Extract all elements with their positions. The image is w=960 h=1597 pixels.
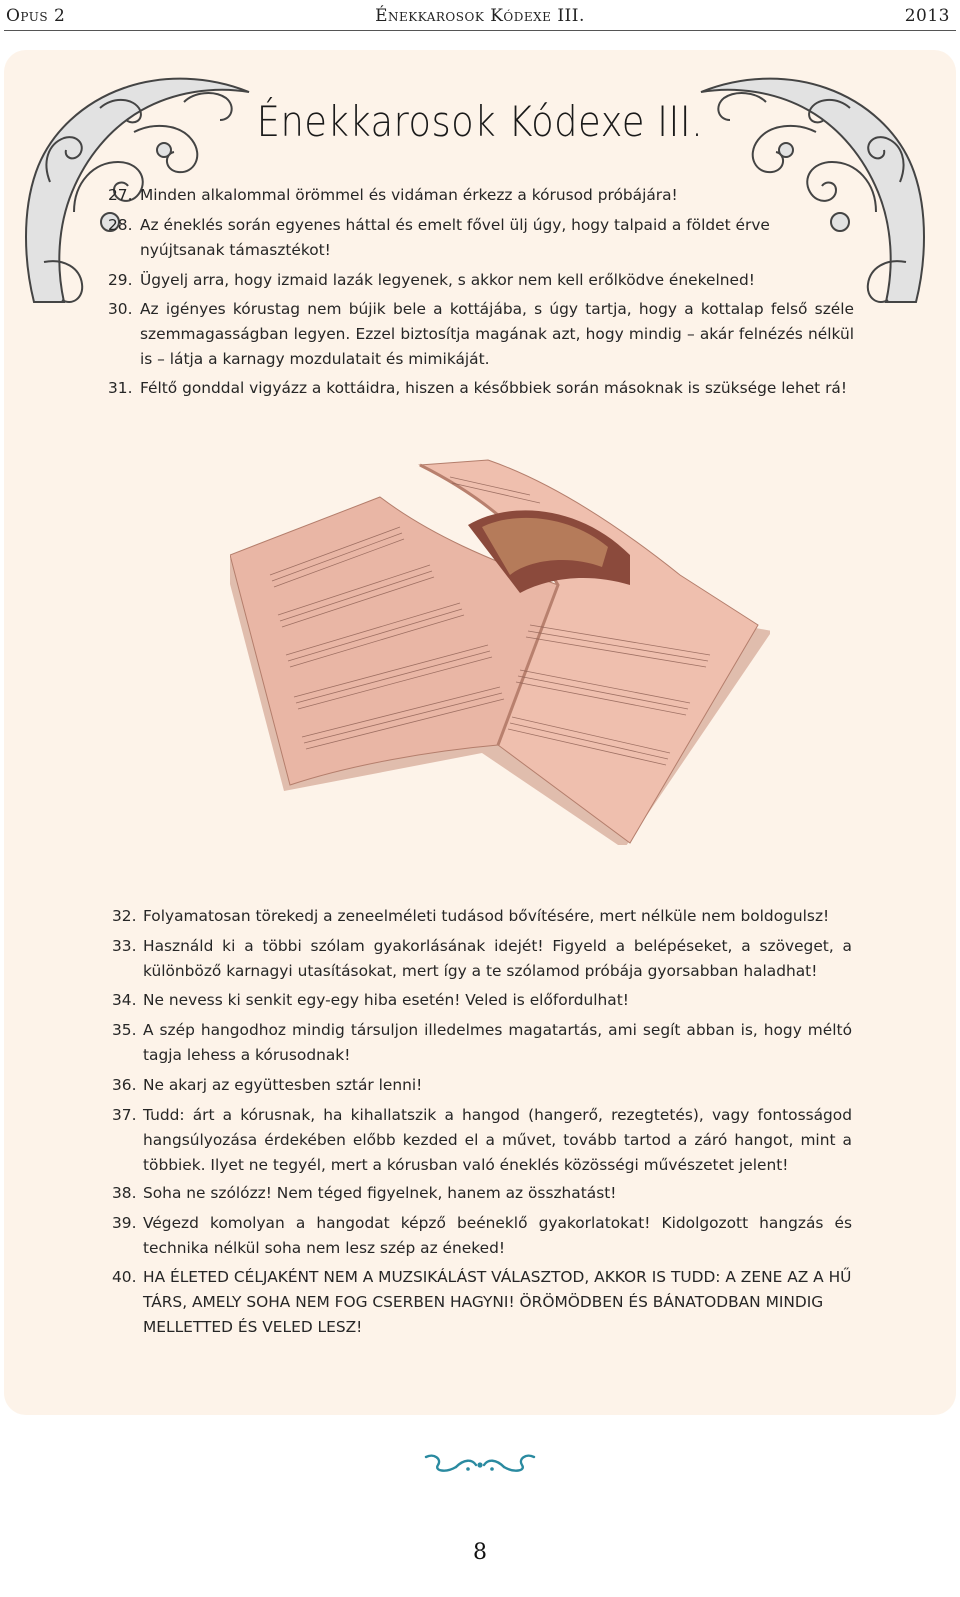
item-number: 36. bbox=[112, 1076, 137, 1094]
list-item bbox=[108, 183, 854, 208]
item-number: 38. bbox=[112, 1184, 137, 1202]
list-item bbox=[112, 904, 852, 929]
list-item bbox=[108, 376, 854, 401]
list-item bbox=[112, 1018, 852, 1068]
item-number: 30. bbox=[108, 300, 133, 318]
header-publication-title: Énekkarosok Kódexe III. bbox=[375, 6, 585, 26]
list-item bbox=[108, 268, 854, 293]
item-text: Az éneklés során egyenes háttal és emelt fővel ülj úgy, hogy talpaid a földet érve nyújtsanak támasztékot! bbox=[140, 216, 770, 259]
item-text: Minden alkalommal örömmel és vidáman érkezz a kórusod próbájára! bbox=[140, 186, 678, 204]
item-number: 31. bbox=[108, 379, 133, 397]
item-number: 39. bbox=[112, 1214, 137, 1232]
item-text: Ne akarj az együttesben sztár lenni! bbox=[143, 1076, 423, 1094]
item-text: Végezd komolyan a hangodat képző beéneklő gyakorlatokat! Kidolgozott hangzás és technika nélkül soha nem lesz szép az éneked! bbox=[143, 1214, 852, 1257]
item-text: Használd ki a többi szólam gyakorlásának idejét! Figyeld a belépéseket, a szöveget, a különböző karnagyi utasításokat, mert így a te szólamod próbája gyorsabban haladhat! bbox=[143, 937, 852, 980]
item-text: Ügyelj arra, hogy izmaid lazák legyenek, s akkor nem kell erőlködve énekelned! bbox=[140, 271, 755, 289]
open-songbook-illustration bbox=[230, 455, 770, 845]
list-item bbox=[112, 1103, 852, 1178]
list-item bbox=[112, 988, 852, 1013]
item-number: 29. bbox=[108, 271, 133, 289]
page-title: Énekkarosok Kódexe III. bbox=[256, 97, 704, 146]
item-text: Tudd: árt a kórusnak, ha kihallatszik a hangod (hangerő, rezegtetés), vagy fontosságod hangsúlyozása érdekében előbb kezded el a művet, tovább tartod a záró hangot, mint a többiek. Ilyet ne tegyél, mert a kórusban való éneklés közösségi művészetet jelent! bbox=[143, 1106, 852, 1174]
item-number: 33. bbox=[112, 937, 137, 955]
item-number: 28. bbox=[108, 216, 133, 234]
item-text: Folyamatosan törekedj a zeneelméleti tudásod bővítésére, mert nélküle nem boldogulsz! bbox=[143, 907, 830, 925]
item-number: 34. bbox=[112, 991, 137, 1009]
item-number: 35. bbox=[112, 1021, 137, 1039]
item-number: 37. bbox=[112, 1106, 137, 1124]
header-magazine-name: Opus 2 bbox=[6, 6, 66, 26]
list-item bbox=[112, 1211, 852, 1261]
header-year: 2013 bbox=[904, 6, 950, 26]
item-text: Ne nevess ki senkit egy-egy hiba esetén! Veled is előfordulhat! bbox=[143, 991, 629, 1009]
list-item bbox=[108, 297, 854, 372]
footer-flourish-icon bbox=[420, 1449, 540, 1483]
item-number: 40. bbox=[112, 1268, 137, 1286]
list-item bbox=[112, 1265, 852, 1340]
item-text: Az igényes kórustag nem bújik bele a kottájába, s úgy tartja, hogy a kottalap felső széle szemmagasságban legyen. Ezzel biztosítja magának azt, hogy mindig – akár felnézés nélkül is – látja a karnagy mozdulatait és mimikáját. bbox=[140, 300, 854, 368]
item-number: 27. bbox=[108, 186, 133, 204]
item-text: Soha ne szólózz! Nem téged figyelnek, hanem az összhatást! bbox=[143, 1184, 617, 1202]
item-text: A szép hangodhoz mindig társuljon illedelmes magatartás, ami segít abban is, hogy méltó tagja lehess a kórusodnak! bbox=[143, 1021, 852, 1064]
item-text: Féltő gonddal vigyázz a kottáidra, hiszen a későbbiek során másoknak is szüksége lehet rá! bbox=[140, 379, 848, 397]
item-number: 32. bbox=[112, 907, 137, 925]
list-item bbox=[112, 1181, 852, 1206]
header-rule bbox=[4, 30, 956, 31]
list-item bbox=[112, 1073, 852, 1098]
list-item bbox=[112, 934, 852, 984]
running-header bbox=[0, 0, 960, 32]
item-text: HA ÉLETED CÉLJAKÉNT NEM A MUZSIKÁLÁST VÁLASZTOD, AKKOR IS TUDD: A ZENE AZ A HŰ TÁRS, AMELY SOHA NEM FOG CSERBEN HAGYNI! ÖRÖMÖDBEN ÉS BÁNATODBAN MINDIG MELLETTED ÉS VELED LESZ! bbox=[143, 1268, 852, 1336]
list-item bbox=[108, 213, 854, 263]
page-number: 8 bbox=[473, 1540, 487, 1565]
